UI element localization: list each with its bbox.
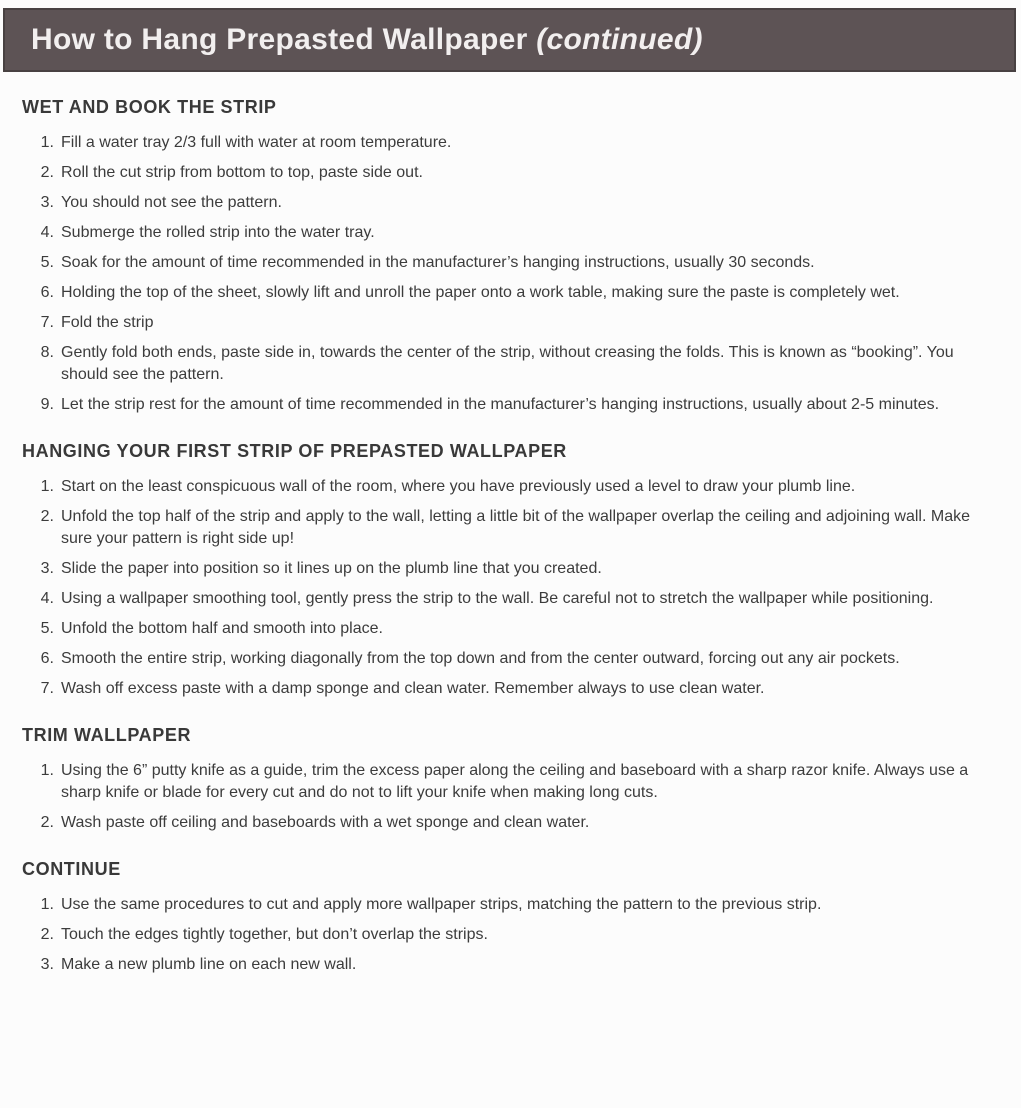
step-item (22, 476, 1005, 498)
step-number: 2. (40, 926, 54, 943)
step-item (22, 894, 1005, 916)
step-text: Wash paste off ceiling and baseboards with a wet sponge and clean water. (61, 814, 590, 831)
step-number: 2. (40, 164, 54, 181)
step-item (22, 812, 1005, 834)
step-number: 3. (40, 956, 54, 973)
step-text: Make a new plumb line on each new wall. (61, 956, 357, 973)
step-number: 1. (40, 762, 54, 779)
section-trim-wallpaper (22, 725, 1005, 834)
step-text: Roll the cut strip from bottom to top, paste side out. (61, 164, 423, 181)
step-number: 6. (40, 284, 54, 301)
step-item (22, 162, 1005, 184)
step-text: Unfold the top half of the strip and apply to the wall, letting a little bit of the wallpaper overlap the ceiling and adjoining wall. Make sure your pattern is right side up! (61, 508, 970, 547)
step-number: 6. (40, 650, 54, 667)
step-item (22, 394, 1005, 416)
section-continue (22, 859, 1005, 976)
step-item (22, 192, 1005, 214)
step-text: Using the 6” putty knife as a guide, trim the excess paper along the ceiling and baseboard with a sharp razor knife. Always use a sharp knife or blade for every cut and do not to lift your knife when making long cuts. (61, 762, 969, 801)
step-item (22, 506, 1005, 550)
step-number: 1. (40, 896, 54, 913)
step-item (22, 252, 1005, 274)
step-list (22, 476, 1005, 700)
step-text: Fill a water tray 2/3 full with water at room temperature. (61, 134, 452, 151)
step-list (22, 760, 1005, 834)
step-number: 3. (40, 194, 54, 211)
step-item (22, 282, 1005, 304)
step-number: 8. (40, 344, 54, 361)
step-number: 2. (40, 508, 54, 525)
step-number: 7. (40, 680, 54, 697)
section-heading: WET AND BOOK THE STRIP (22, 97, 277, 117)
section-wet-and-book-the-strip (22, 97, 1005, 416)
step-list (22, 894, 1005, 976)
step-item (22, 132, 1005, 154)
step-text: You should not see the pattern. (61, 194, 282, 211)
step-text: Holding the top of the sheet, slowly lift and unroll the paper onto a work table, making sure the paste is completely wet. (61, 284, 900, 301)
step-text: Smooth the entire strip, working diagonally from the top down and from the center outward, forcing out any air pockets. (61, 650, 900, 667)
step-list (22, 132, 1005, 416)
step-text: Unfold the bottom half and smooth into place. (61, 620, 383, 637)
step-item (22, 618, 1005, 640)
step-number: 3. (40, 560, 54, 577)
section-heading: TRIM WALLPAPER (22, 725, 192, 745)
step-item (22, 924, 1005, 946)
step-item (22, 312, 1005, 334)
step-item (22, 588, 1005, 610)
section-heading: CONTINUE (22, 859, 121, 879)
step-item (22, 760, 1005, 804)
step-item (22, 678, 1005, 700)
page-title (31, 23, 703, 57)
step-item (22, 342, 1005, 386)
page-title-continued: (continued) (536, 23, 703, 56)
step-text: Let the strip rest for the amount of time recommended in the manufacturer’s hanging instructions, usually about 2-5 minutes. (61, 396, 940, 413)
step-text: Fold the strip (61, 314, 154, 331)
step-number: 5. (40, 620, 54, 637)
section-heading: HANGING YOUR FIRST STRIP OF PREPASTED WALLPAPER (22, 441, 567, 461)
step-number: 4. (40, 590, 54, 607)
page-title-main: How to Hang Prepasted Wallpaper (31, 23, 537, 56)
step-item (22, 222, 1005, 244)
step-item (22, 558, 1005, 580)
step-number: 4. (40, 224, 54, 241)
step-text: Start on the least conspicuous wall of the room, where you have previously used a level to draw your plumb line. (61, 478, 856, 495)
step-text: Slide the paper into position so it lines up on the plumb line that you created. (61, 560, 602, 577)
step-text: Use the same procedures to cut and apply more wallpaper strips, matching the pattern to the previous strip. (61, 896, 822, 913)
step-number: 2. (40, 814, 54, 831)
step-text: Using a wallpaper smoothing tool, gently press the strip to the wall. Be careful not to stretch the wallpaper while positioning. (61, 590, 934, 607)
step-item (22, 648, 1005, 670)
step-number: 1. (40, 134, 54, 151)
step-text: Submerge the rolled strip into the water tray. (61, 224, 375, 241)
step-number: 7. (40, 314, 54, 331)
step-text: Touch the edges tightly together, but don’t overlap the strips. (61, 926, 488, 943)
step-number: 5. (40, 254, 54, 271)
step-number: 9. (40, 396, 54, 413)
step-number: 1. (40, 478, 54, 495)
step-text: Soak for the amount of time recommended in the manufacturer’s hanging instructions, usually 30 seconds. (61, 254, 815, 271)
page-header (3, 8, 1016, 72)
instruction-content (0, 97, 1021, 976)
step-text: Wash off excess paste with a damp sponge and clean water. Remember always to use clean water. (61, 680, 765, 697)
section-hanging-your-first-strip-of-prepasted-wallpaper (22, 441, 1005, 700)
step-text: Gently fold both ends, paste side in, towards the center of the strip, without creasing the folds. This is known as “booking”. You should see the pattern. (61, 344, 954, 383)
step-item (22, 954, 1005, 976)
